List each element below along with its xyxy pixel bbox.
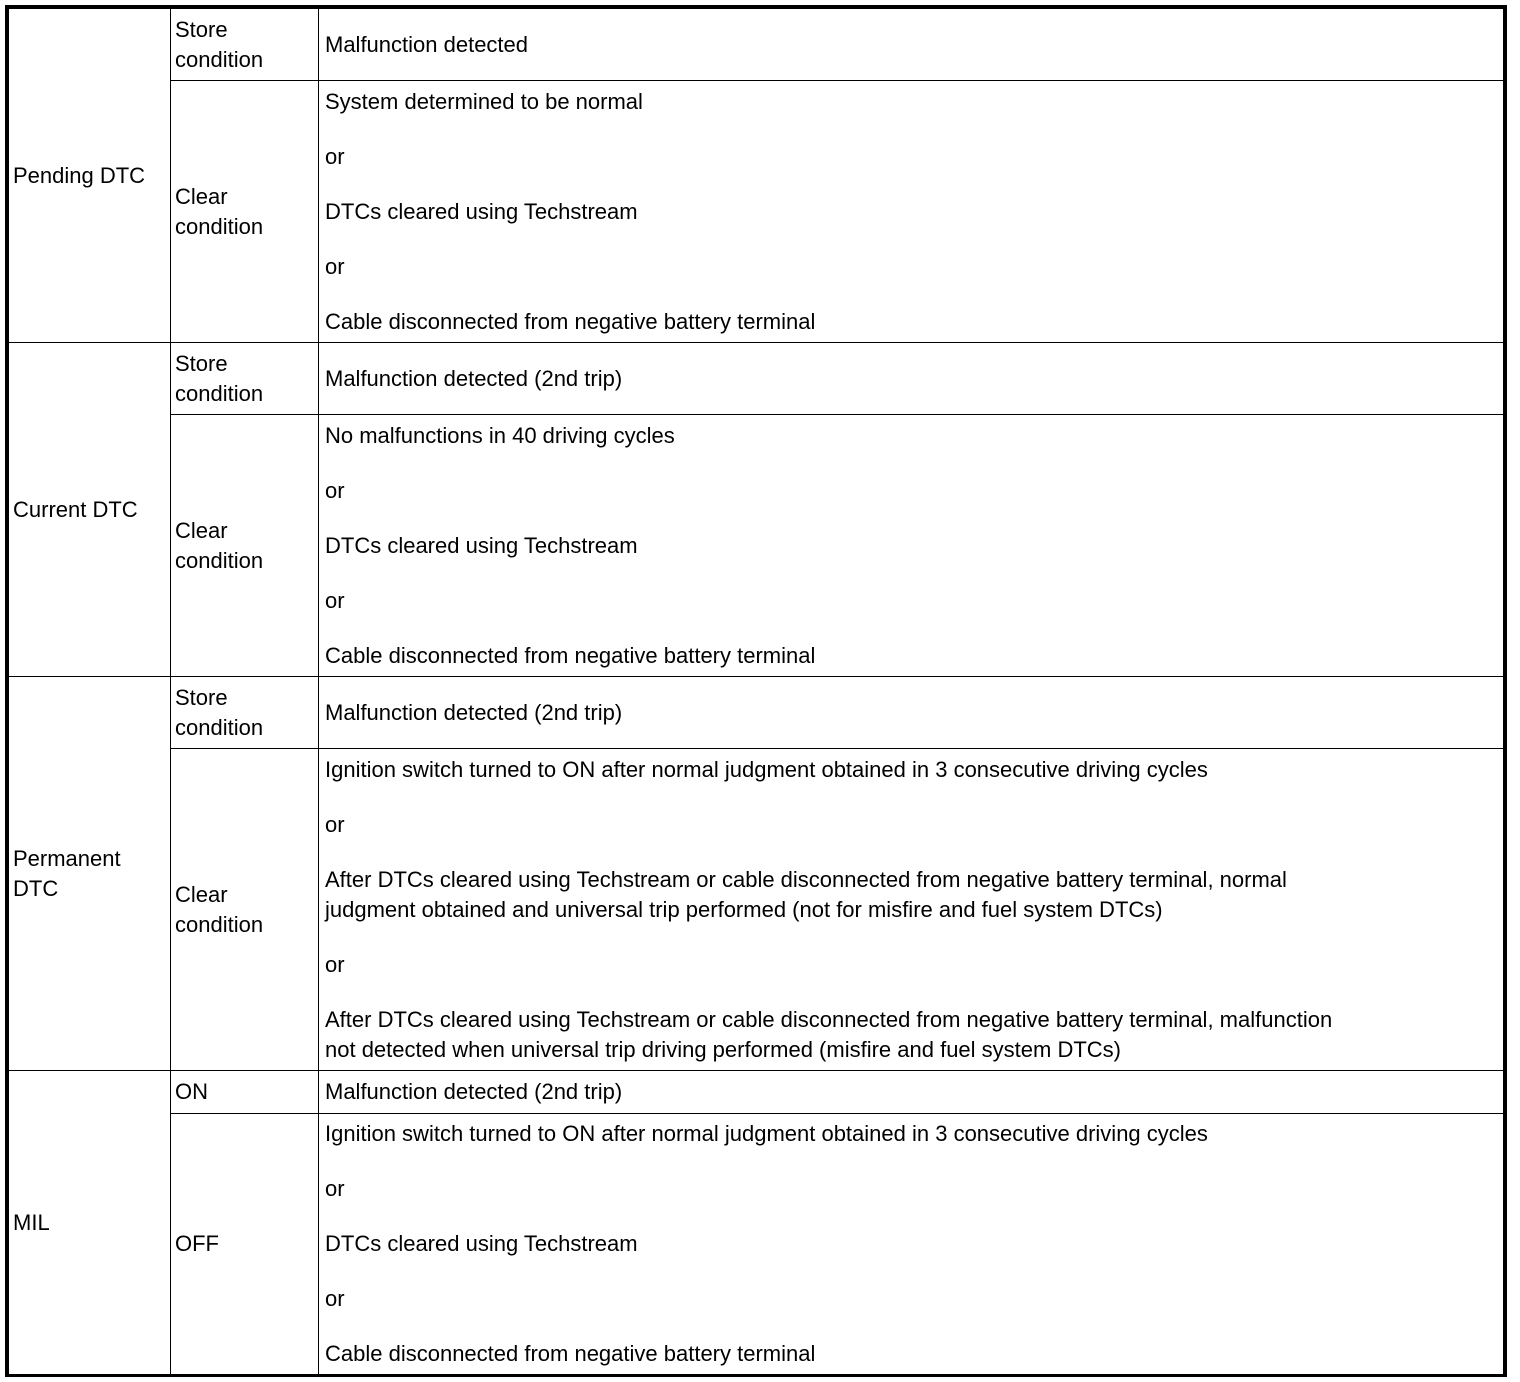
condition-value-cell	[319, 9, 1504, 81]
condition-type-cell	[171, 343, 319, 415]
clear-condition-label: Clear condition	[175, 183, 264, 239]
store-condition-value: Malfunction detected (2nd trip)	[325, 699, 623, 725]
table-row	[9, 81, 1504, 343]
table-row	[9, 677, 1504, 749]
store-condition-label: Store condition	[175, 350, 264, 406]
condition-type-cell	[171, 677, 319, 749]
clear-condition-line: or	[325, 143, 345, 169]
dtc-conditions-table	[8, 8, 1504, 1375]
condition-type-cell	[171, 81, 319, 343]
mil-on-label: ON	[175, 1079, 208, 1104]
condition-value-cell	[319, 81, 1504, 343]
table-row	[9, 1114, 1504, 1375]
store-condition-label: Store condition	[175, 684, 264, 740]
mil-off-line: DTCs cleared using Techstream	[325, 1231, 638, 1256]
clear-condition-line: or	[325, 477, 345, 503]
category-label: Permanent DTC	[13, 845, 121, 901]
table-row	[9, 749, 1504, 1071]
store-condition-value: Malfunction detected	[325, 31, 529, 57]
store-condition-label: Store condition	[175, 16, 264, 72]
clear-condition-line: After DTCs cleared using Techstream or cable disconnected from negative battery terminal, malfunction not detected when universal trip driving performed (misfire and fuel system DTCs)	[325, 1006, 1333, 1062]
store-condition-value: Malfunction detected (2nd trip)	[325, 365, 623, 391]
mil-off-line: or	[325, 1286, 345, 1311]
clear-condition-line: or	[325, 951, 345, 977]
category-label: MIL	[13, 1209, 50, 1235]
mil-off-line: Cable disconnected from negative battery terminal	[325, 1341, 816, 1366]
condition-type-cell	[171, 415, 319, 677]
condition-type-cell	[171, 9, 319, 81]
clear-condition-line: Cable disconnected from negative battery terminal	[325, 308, 816, 334]
clear-condition-line: No malfunctions in 40 driving cycles	[325, 422, 675, 448]
clear-condition-line: or	[325, 811, 345, 837]
condition-value-cell	[319, 343, 1504, 415]
mil-on-value: Malfunction detected (2nd trip)	[325, 1079, 623, 1104]
condition-type-cell	[171, 1071, 319, 1114]
clear-condition-line: System determined to be normal	[325, 88, 643, 114]
clear-condition-line: or	[325, 253, 345, 279]
clear-condition-label: Clear condition	[175, 881, 264, 937]
condition-value-cell	[319, 677, 1504, 749]
table-row	[9, 9, 1504, 81]
clear-condition-line: DTCs cleared using Techstream	[325, 532, 638, 558]
clear-condition-line: Cable disconnected from negative battery terminal	[325, 642, 816, 668]
category-cell	[9, 343, 171, 677]
clear-condition-label: Clear condition	[175, 517, 264, 573]
category-label: Current DTC	[13, 496, 138, 522]
condition-type-cell	[171, 1114, 319, 1375]
condition-value-cell	[319, 749, 1504, 1071]
mil-off-line: Ignition switch turned to ON after normal judgment obtained in 3 consecutive driving cycles	[325, 1121, 1208, 1146]
condition-value-cell	[319, 415, 1504, 677]
category-cell	[9, 677, 171, 1071]
clear-condition-line: or	[325, 587, 345, 613]
category-label: Pending DTC	[13, 162, 146, 188]
clear-condition-line: After DTCs cleared using Techstream or cable disconnected from negative battery terminal, normal judgment obtained and universal trip performed (not for misfire and fuel system DTCs)	[325, 866, 1287, 922]
table-row	[9, 1071, 1504, 1114]
table-row	[9, 415, 1504, 677]
mil-off-label: OFF	[175, 1231, 219, 1256]
table-row	[9, 343, 1504, 415]
category-cell	[9, 1071, 171, 1375]
condition-value-cell	[319, 1071, 1504, 1114]
clear-condition-line: DTCs cleared using Techstream	[325, 198, 638, 224]
clear-condition-line: Ignition switch turned to ON after normal judgment obtained in 3 consecutive driving cycles	[325, 756, 1208, 782]
mil-off-line: or	[325, 1176, 345, 1201]
condition-type-cell	[171, 749, 319, 1071]
condition-value-cell	[319, 1114, 1504, 1375]
category-cell	[9, 9, 171, 343]
